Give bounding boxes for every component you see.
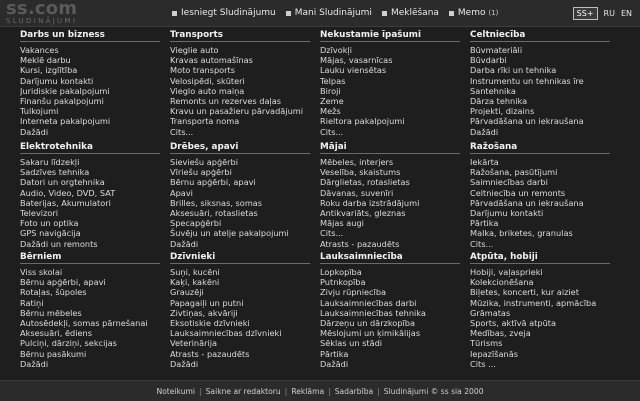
subcategory-link[interactable]: Būvmateriāli: [470, 45, 523, 55]
language-switcher: [573, 5, 632, 21]
subcategory-link[interactable]: Apavi: [170, 187, 193, 198]
category-heading[interactable]: Elektrotehnika: [20, 142, 160, 154]
category-row: [20, 30, 620, 142]
logo-text: ss.com: [6, 0, 78, 19]
subcategory-link[interactable]: Grāmatas: [470, 307, 511, 318]
subcategory-link[interactable]: Lauksaimniecības tehnika: [320, 307, 426, 318]
subcategory-link[interactable]: Iekārta: [470, 157, 499, 167]
subcategory-link[interactable]: Sports, aktīvā atpūta: [470, 318, 557, 329]
subcategory-link[interactable]: Atrasts - pazaudēts: [170, 348, 250, 359]
subcategory-link[interactable]: Mūzika, instrumenti, apmācība: [470, 297, 597, 308]
subcategory-link[interactable]: Kravu un pasažieru pārvadājumi: [170, 106, 304, 117]
category-block: [470, 142, 620, 252]
subcategory-link[interactable]: Kravas automašīnas: [170, 55, 253, 66]
subcategory-link[interactable]: Autosēdekļi, somas pārnešanai: [20, 318, 148, 329]
square-bullet-icon: [286, 11, 291, 16]
main-nav: [172, 5, 508, 21]
subcategory-link[interactable]: Finanšu pakalpojumi: [20, 96, 104, 107]
logo-subtitle: SLUDINĀJUMI: [6, 17, 78, 25]
category-row: [20, 252, 620, 370]
subcategory-link[interactable]: Kursi, izglītība: [20, 65, 78, 76]
category-block: [320, 252, 470, 370]
subcategory-link[interactable]: Sadzīves tehnika: [20, 167, 90, 178]
memo-count-badge: (1): [488, 9, 499, 17]
subcategory-link[interactable]: Dārzeņu un dārzkopība: [320, 318, 416, 329]
category-block: [170, 30, 320, 142]
nav-search[interactable]: [382, 8, 439, 18]
subcategory-link[interactable]: Darījumu kontakti: [20, 75, 94, 86]
subcategory-link[interactable]: Pārtika: [470, 218, 499, 229]
subcategory-link[interactable]: Eksotiskie dzīvnieki: [170, 318, 250, 329]
subcategory-link[interactable]: Zeme: [320, 96, 344, 107]
category-heading[interactable]: Mājai: [320, 142, 460, 154]
subcategory-link[interactable]: Lauksaimniecības dzīvnieki: [170, 328, 282, 339]
subcategory-link[interactable]: Mežs: [320, 106, 341, 117]
subcategory-link[interactable]: Dažādi: [170, 358, 199, 369]
subcategory-link[interactable]: Tulkojumi: [20, 106, 59, 117]
category-block: [170, 252, 320, 370]
subcategory-link[interactable]: Pārvadāšana un iekraušana: [470, 116, 584, 127]
subcategory-link[interactable]: Sēklas un stādi: [320, 338, 383, 349]
subcategory-link[interactable]: Audio, Video, DVD, SAT: [20, 187, 116, 198]
footer-rules-link[interactable]: Noteikumi: [156, 386, 196, 396]
subcategory-link[interactable]: Foto un optika: [20, 218, 79, 229]
subcategory-link[interactable]: Suņi, kucēni: [170, 267, 220, 277]
subcategory-link[interactable]: Juridiskie pakalpojumi: [20, 85, 110, 96]
subcategory-link[interactable]: Dāvanas, suvenīri: [320, 187, 394, 198]
category-block: [20, 30, 170, 142]
footer-separator: |: [284, 386, 288, 396]
subcategory-link[interactable]: Interneta pakalpojumi: [20, 116, 111, 127]
category-heading[interactable]: Nekustamie īpašumi: [320, 30, 460, 42]
subcategory-link[interactable]: Cits ...: [470, 358, 496, 369]
subcategory-link[interactable]: Būvdarbi: [470, 55, 507, 66]
square-bullet-icon: [449, 11, 454, 16]
category-heading[interactable]: Atpūta, hobiji: [470, 252, 610, 264]
lang-ru-link[interactable]: RU: [603, 8, 615, 18]
subcategory-link[interactable]: Pulciņi, dārziņi, sekcijas: [20, 338, 117, 349]
nav-label: Iesniegt Sludinājumu: [181, 8, 276, 18]
footer-cooperation-link[interactable]: Sadarbība: [334, 386, 374, 396]
lang-ss-plus-button[interactable]: SS+: [573, 7, 598, 20]
subcategory-link[interactable]: Remonts un rezerves daļas: [170, 96, 282, 107]
subcategory-link[interactable]: Pārvadāšana un iekraušana: [470, 197, 584, 208]
footer-contact-link[interactable]: Saikne ar redaktoru: [205, 386, 281, 396]
subcategory-link[interactable]: Cits...: [320, 126, 344, 137]
subcategory-link[interactable]: Projekti, dizains: [470, 106, 535, 117]
subcategory-link[interactable]: Lopkopība: [320, 267, 362, 277]
subcategory-link[interactable]: Kaķi, kakēni: [170, 277, 220, 288]
subcategory-link[interactable]: Santehnika: [470, 85, 516, 96]
subcategory-link[interactable]: Biroji: [320, 85, 341, 96]
subcategory-link[interactable]: Rotaļas, šūpoles: [20, 287, 87, 298]
subcategory-link[interactable]: Veterinārija: [170, 338, 218, 349]
category-heading[interactable]: Bērniem: [20, 252, 160, 264]
subcategory-link[interactable]: Bērnu apģērbi, apavi: [170, 177, 256, 188]
subcategory-link[interactable]: Aksesuāri, ēdiens: [20, 328, 92, 339]
subcategory-link[interactable]: Dažādi: [170, 238, 199, 249]
subcategory-link[interactable]: Cits...: [470, 238, 494, 249]
category-heading[interactable]: Celtniecība: [470, 30, 610, 42]
category-heading[interactable]: Dzīvnieki: [170, 252, 310, 264]
subcategory-link[interactable]: Veselība, skaistums: [320, 167, 401, 178]
subcategory-link[interactable]: Ražošana, pasūtījumi: [470, 167, 558, 178]
subcategory-link[interactable]: Putnkopība: [320, 277, 366, 288]
category-heading[interactable]: Transports: [170, 30, 310, 42]
subcategory-link[interactable]: Mājas augi: [320, 218, 364, 229]
lang-en-link[interactable]: EN: [620, 8, 632, 18]
category-block: [320, 30, 470, 142]
subcategory-link[interactable]: Zivtiņas, akvāriji: [170, 307, 238, 318]
category-row: [20, 142, 620, 252]
subcategory-link[interactable]: Medības, zveja: [470, 328, 531, 339]
subcategory-link[interactable]: Lauku viensētas: [320, 65, 387, 76]
subcategory-link[interactable]: Dažādi: [320, 358, 349, 369]
footer-copyright: Sludinājumi © ss sia 2000: [383, 386, 484, 396]
nav-label: Meklēšana: [390, 8, 439, 18]
footer: [0, 380, 640, 401]
subcategory-link[interactable]: Velosipēdi, skūteri: [170, 75, 245, 86]
subcategory-link[interactable]: Cits...: [170, 126, 194, 137]
nav-my-ads[interactable]: [286, 8, 372, 18]
subcategory-link[interactable]: Saimniecības darbi: [470, 177, 548, 188]
subcategory-link[interactable]: Pārtika: [320, 348, 349, 359]
subcategory-link[interactable]: Atrasts - pazaudēts: [320, 238, 400, 249]
subcategory-link[interactable]: Mājas, vasarnīcas: [320, 55, 393, 66]
subcategory-link[interactable]: Aksesuāri, rotaslietas: [170, 208, 258, 219]
subcategory-link[interactable]: Roku darba izstrādājumi: [320, 197, 420, 208]
subcategory-link[interactable]: Dažādi: [20, 358, 49, 369]
subcategory-link[interactable]: Darba rīki un tehnika: [470, 65, 557, 76]
subcategory-link[interactable]: Grauzēji: [170, 287, 204, 298]
subcategory-link[interactable]: Papagaiļi un putni: [170, 297, 244, 308]
subcategory-link[interactable]: Šuvēju un atelje pakalpojumi: [170, 228, 289, 239]
subcategory-link[interactable]: Viss skolai: [20, 267, 63, 277]
category-heading[interactable]: Ražošana: [470, 142, 610, 154]
category-block: [320, 142, 470, 252]
subcategory-link[interactable]: Dārza tehnika: [470, 96, 528, 107]
subcategory-link[interactable]: Dažādi un remonts: [20, 238, 98, 249]
subcategory-link[interactable]: Transporta noma: [170, 116, 240, 127]
subcategory-link[interactable]: Datori un orgtehnika: [20, 177, 105, 188]
top-bar: [0, 0, 640, 27]
subcategory-link[interactable]: Mēslojumi un ķimikālijas: [320, 328, 421, 339]
subcategory-link[interactable]: Kolekcionēšana: [470, 277, 534, 288]
subcategory-link[interactable]: Televizori: [20, 208, 59, 219]
subcategory-link[interactable]: Telpas: [320, 75, 346, 86]
subcategory-link[interactable]: Bērnu pasākumi: [20, 348, 87, 359]
category-heading[interactable]: Drēbes, apavi: [170, 142, 310, 154]
category-block: [470, 252, 620, 370]
subcategory-link[interactable]: Ratiņi: [20, 297, 44, 308]
footer-separator: |: [199, 386, 202, 396]
subcategory-link[interactable]: Bērnu apģērbi, apavi: [20, 277, 106, 288]
subcategory-link[interactable]: Tūrisms: [470, 338, 503, 349]
subcategory-link[interactable]: Biļetes, koncerti, kur aiziet: [470, 287, 579, 298]
subcategory-link[interactable]: Darījumu kontakti: [470, 208, 544, 219]
subcategory-link[interactable]: Dažādi: [20, 126, 49, 137]
nav-label: Memo: [457, 8, 486, 18]
nav-label: Mani Sludinājumi: [294, 8, 372, 18]
square-bullet-icon: [172, 11, 177, 16]
category-heading[interactable]: Darbs un bizness: [20, 30, 160, 42]
subcategory-link[interactable]: Dārglietas, rotaslietas: [320, 177, 410, 188]
subcategory-link[interactable]: Lauksaimniecības darbi: [320, 297, 417, 308]
subcategory-link[interactable]: Vieglie auto: [170, 45, 219, 55]
square-bullet-icon: [382, 11, 387, 16]
subcategory-link[interactable]: Zivju rūpniecība: [320, 287, 387, 298]
subcategory-link[interactable]: Dažādi: [470, 126, 499, 137]
subcategory-link[interactable]: Mēbeles, interjers: [320, 157, 394, 167]
subcategory-link[interactable]: Dzīvokļi: [320, 45, 353, 55]
subcategory-link[interactable]: Cits...: [320, 228, 344, 239]
subcategory-link[interactable]: Sieviešu apģērbi: [170, 157, 239, 167]
subcategory-link[interactable]: Vakances: [20, 45, 59, 55]
category-block: [20, 142, 170, 252]
subcategory-link[interactable]: Specapģērbi: [170, 218, 222, 229]
subcategory-link[interactable]: Bērnu mēbeles: [20, 307, 82, 318]
subcategory-link[interactable]: Rieltora pakalpojumi: [320, 116, 405, 127]
subcategory-link[interactable]: Malka, briketes, granulas: [470, 228, 573, 239]
category-heading[interactable]: Lauksaimniecība: [320, 252, 460, 264]
nav-memo[interactable]: [449, 8, 499, 18]
subcategory-link[interactable]: Baterijas, Akumulatori: [20, 197, 111, 208]
category-grid: [20, 30, 620, 370]
subcategory-link[interactable]: Moto transports: [170, 65, 235, 76]
footer-separator: |: [377, 386, 380, 396]
subcategory-link[interactable]: GPS navigācija: [20, 228, 81, 239]
subcategory-link[interactable]: Antikvariāts, gleznas: [320, 208, 406, 219]
subcategory-link[interactable]: Hobiji, vaļasprieki: [470, 267, 543, 277]
subcategory-link[interactable]: Instrumentu un tehnikas īre: [470, 75, 584, 86]
footer-advertising-link[interactable]: Reklāma: [291, 386, 325, 396]
subcategory-link[interactable]: Iepazīšanās: [470, 348, 518, 359]
category-block: [20, 252, 170, 370]
subcategory-link[interactable]: Brilles, siksnas, somas: [170, 197, 263, 208]
category-block: [470, 30, 620, 142]
subcategory-link[interactable]: Meklē darbu: [20, 55, 71, 66]
nav-submit-ad[interactable]: [172, 8, 276, 18]
subcategory-link[interactable]: Vīriešu apģērbi: [170, 167, 232, 178]
footer-separator: |: [328, 386, 331, 396]
subcategory-link[interactable]: Celtniecība un remonts: [470, 187, 566, 198]
subcategory-link[interactable]: Vieglo auto maiņa: [170, 85, 245, 96]
subcategory-link[interactable]: Sakaru līdzekļi: [20, 157, 80, 167]
site-logo[interactable]: [6, 0, 106, 25]
category-block: [170, 142, 320, 252]
